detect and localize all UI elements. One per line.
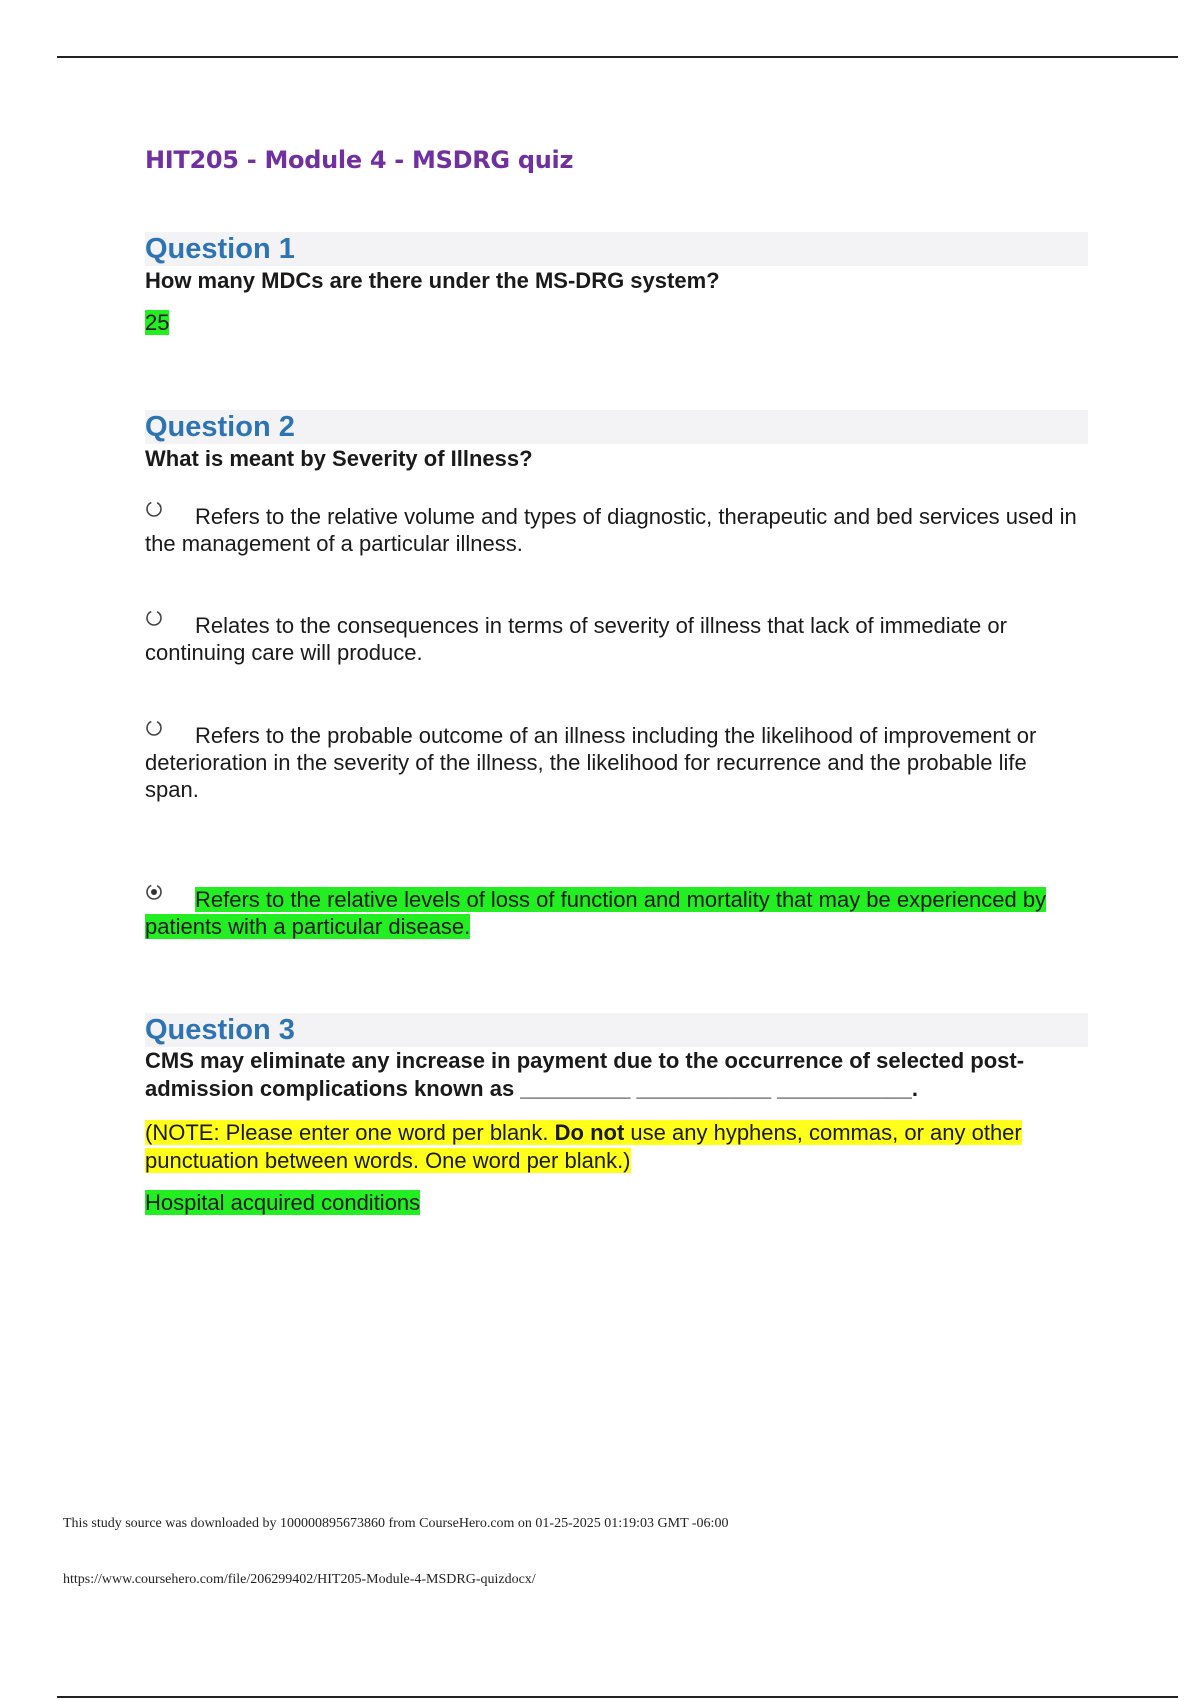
question-1-answer-line [145, 309, 169, 337]
option-text: Refers to the probable outcome of an illness including the likelihood of improvement or deterioration in the severity of the illness, the likelihood for recurrence and the probable life span. [145, 723, 1037, 802]
document-title: HIT205 - Module 4 - MSDRG quiz [145, 146, 574, 174]
question-2-text: What is meant by Severity of Illness? [145, 446, 533, 471]
radio-unselected-icon[interactable] [145, 719, 163, 737]
download-notice: This study source was downloaded by 100000895673860 from CourseHero.com on 01-25-2025 01:19:03 GMT -06:00 [63, 1516, 729, 1531]
question-2-option-2[interactable] [145, 609, 1085, 666]
question-3-text: CMS may eliminate any increase in payment due to the occurrence of selected post-admission complications known as _________ ___________ ___________. [145, 1048, 1025, 1101]
question-1-heading: Question 1 [145, 233, 295, 265]
note-prefix: (NOTE: Please enter one word per blank. [145, 1120, 555, 1145]
question-1-answer: 25 [145, 310, 170, 335]
radio-unselected-icon[interactable] [145, 500, 163, 518]
question-3-answer: Hospital acquired conditions [145, 1190, 421, 1215]
source-url[interactable]: https://www.coursehero.com/file/206299402/HIT205-Module-4-MSDRG-quizdocx/ [63, 1572, 536, 1587]
top-rule [57, 56, 1178, 58]
radio-unselected-icon[interactable] [145, 609, 163, 627]
question-2-option-4[interactable] [145, 883, 1085, 940]
question-2-heading: Question 2 [145, 411, 295, 443]
question-3-answer-line [145, 1189, 420, 1217]
option-text: Relates to the consequences in terms of severity of illness that lack of immediate or continuing care will produce. [145, 613, 1007, 665]
option-text: Refers to the relative volume and types of diagnostic, therapeutic and bed services used in the management of a particular illness. [145, 504, 1077, 556]
radio-selected-icon[interactable] [145, 883, 163, 901]
bottom-rule [57, 1696, 1178, 1698]
question-2-option-3[interactable] [145, 719, 1085, 803]
question-2-option-1[interactable] [145, 500, 1085, 557]
question-1-text: How many MDCs are there under the MS-DRG system? [145, 268, 720, 293]
question-3-heading: Question 3 [145, 1014, 295, 1046]
question-3-note [145, 1119, 1085, 1175]
note-bold: Do not [554, 1120, 625, 1145]
option-text-selected: Refers to the relative levels of loss of function and mortality that may be experienced by patients with a particular disease. [145, 887, 1047, 939]
note-suffix: use any hyphens, commas, or any other punctuation between words. One word per blank.) [145, 1120, 1022, 1173]
